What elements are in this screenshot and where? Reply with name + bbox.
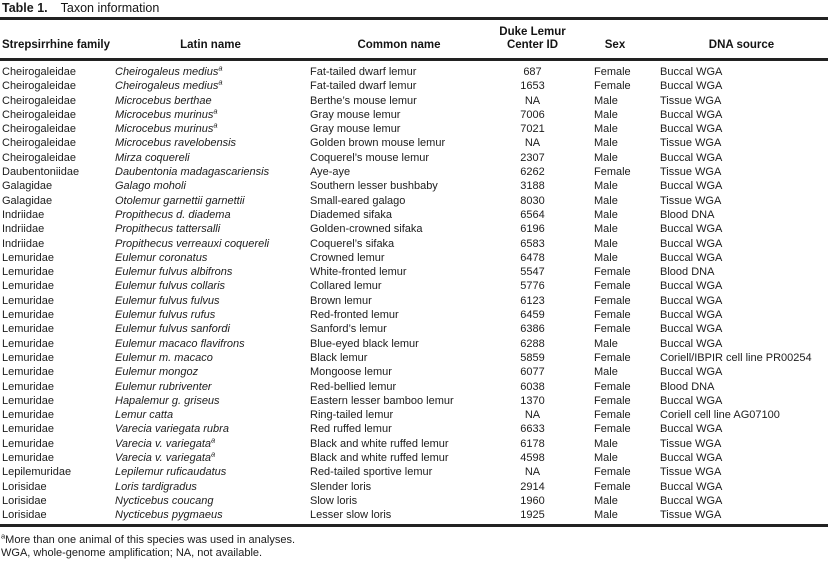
cell-dna-source: Buccal WGA	[660, 452, 723, 465]
cell-sex: Female	[594, 309, 631, 322]
cell-sex: Female	[594, 480, 631, 493]
cell-family: Lemuridae	[2, 266, 54, 279]
cell-duke-lemur-center-id: NA	[524, 409, 541, 422]
cell-sex: Female	[594, 466, 631, 479]
species-footnote-marker: a	[218, 79, 223, 87]
cell-latin-name: Eulemur rubriventer	[115, 380, 212, 393]
cell-sex: Male	[594, 437, 618, 450]
cell-duke-lemur-center-id: 6583	[520, 237, 545, 250]
cell-dna-source: Tissue WGA	[660, 94, 722, 107]
cell-dna-source: Coriell/IBPIR cell line PR00254	[660, 351, 812, 364]
cell-sex: Male	[594, 366, 618, 379]
cell-common-name: Coquerel’s sifaka	[310, 237, 395, 250]
cell-family: Galagidae	[2, 194, 53, 207]
cell-duke-lemur-center-id: 687	[523, 66, 542, 78]
cell-family: Lemuridae	[2, 323, 54, 336]
cell-latin-name: Microcebus ravelobensis	[115, 137, 237, 150]
table-row	[0, 308, 828, 322]
cell-sex: Male	[594, 108, 618, 121]
cell-family: Lemuridae	[2, 309, 54, 322]
cell-latin-name: Varecia v. variegata$^a$	[115, 451, 216, 465]
cell-sex: Male	[594, 494, 618, 507]
cell-latin-name: Mirza coquereli	[115, 151, 190, 164]
species-footnote-marker: a	[218, 63, 223, 73]
cell-duke-lemur-center-id: 6564	[520, 208, 545, 221]
cell-duke-lemur-center-id: 6077	[520, 366, 545, 379]
cell-sex: Female	[594, 294, 631, 307]
table-row	[0, 165, 828, 179]
footnote-species	[1, 530, 828, 548]
cell-duke-lemur-center-id: 1960	[520, 494, 545, 507]
cell-dna-source: Buccal WGA	[660, 237, 723, 250]
cell-common-name: Collared lemur	[310, 280, 382, 293]
cell-family: Cheirogaleidae	[2, 66, 76, 78]
col-header-sex: Sex	[575, 20, 655, 60]
cell-latin-name: Microcebus murinus$^a$	[115, 107, 218, 121]
cell-latin-name: Microcebus berthae	[115, 94, 212, 107]
col-header-latin-name: Latin name	[113, 20, 308, 60]
table-row	[0, 422, 828, 436]
table-row	[0, 79, 828, 93]
cell-dna-source: Coriell cell line AG07100	[660, 409, 780, 422]
table-row	[0, 351, 828, 365]
cell-family: Lemuridae	[2, 251, 54, 264]
cell-sex: Male	[594, 509, 618, 522]
table-row	[0, 194, 828, 208]
cell-common-name: Crowned lemur	[310, 251, 385, 264]
table-row	[0, 365, 828, 379]
table-header	[0, 20, 828, 60]
cell-duke-lemur-center-id: 6262	[520, 166, 545, 179]
cell-dna-source: Buccal WGA	[660, 123, 723, 136]
cell-sex: Female	[594, 409, 631, 422]
cell-duke-lemur-center-id: 7006	[520, 108, 545, 121]
cell-common-name: Lesser slow loris	[310, 509, 392, 522]
table-row	[0, 151, 828, 165]
bottom-rule	[0, 524, 828, 527]
cell-latin-name: Eulemur macaco flavifrons	[115, 337, 245, 350]
species-footnote-marker: a	[213, 107, 218, 116]
cell-sex: Male	[594, 337, 618, 350]
cell-duke-lemur-center-id: 1925	[520, 509, 545, 522]
cell-dna-source: Tissue WGA	[660, 466, 722, 479]
cell-common-name: Golden brown mouse lemur	[310, 137, 446, 150]
table-row	[0, 322, 828, 336]
cell-duke-lemur-center-id: 8030	[520, 194, 545, 207]
cell-latin-name: Cheirogaleus medius$^a$	[115, 79, 223, 93]
col-header-duke-lemur-center-id: Duke Lemur Center ID	[490, 20, 575, 60]
cell-duke-lemur-center-id: 6288	[520, 337, 545, 350]
col-header-common-name: Common name	[308, 20, 490, 60]
footnote-species-marker: a	[1, 530, 6, 540]
cell-family: Lorisidae	[2, 509, 47, 522]
cell-dna-source: Buccal WGA	[660, 223, 723, 236]
cell-common-name: Gray mouse lemur	[310, 108, 401, 121]
cell-family: Lemuridae	[2, 394, 54, 407]
cell-family: Lemuridae	[2, 351, 54, 364]
cell-common-name: Red-fronted lemur	[310, 309, 399, 322]
cell-family: Cheirogaleidae	[2, 94, 76, 107]
cell-latin-name: Nycticebus coucang	[115, 494, 214, 507]
table-row	[0, 179, 828, 193]
table-row	[0, 251, 828, 265]
cell-sex: Male	[594, 123, 618, 136]
cell-common-name: Blue-eyed black lemur	[310, 337, 419, 350]
table-row	[0, 265, 828, 279]
cell-family: Indriidae	[2, 208, 45, 221]
cell-dna-source: Tissue WGA	[660, 509, 722, 522]
cell-common-name: Brown lemur	[310, 294, 372, 307]
cell-sex: Female	[594, 351, 631, 364]
cell-latin-name: Lepilemur ruficaudatus	[115, 466, 227, 479]
cell-sex: Female	[594, 323, 631, 336]
cell-duke-lemur-center-id: 5776	[520, 280, 545, 293]
cell-duke-lemur-center-id: NA	[524, 137, 541, 150]
cell-latin-name: Eulemur fulvus albifrons	[115, 266, 233, 279]
cell-common-name: Diademed sifaka	[310, 208, 392, 221]
cell-dna-source: Buccal WGA	[660, 80, 723, 93]
table-row	[0, 294, 828, 308]
table-row	[0, 380, 828, 394]
cell-sex: Female	[594, 380, 631, 393]
cell-common-name: Slender loris	[310, 480, 372, 493]
cell-duke-lemur-center-id: 6038	[520, 380, 545, 393]
footnotes	[0, 530, 828, 562]
cell-duke-lemur-center-id: 2914	[520, 480, 545, 493]
cell-latin-name: Nycticebus pygmaeus	[115, 509, 223, 522]
cell-duke-lemur-center-id: 6178	[520, 437, 545, 450]
cell-common-name: Black and white ruffed lemur	[310, 452, 449, 465]
table-row	[0, 451, 828, 465]
cell-family: Galagidae	[2, 180, 53, 193]
cell-latin-name: Propithecus verreauxi coquereli	[115, 237, 270, 250]
cell-dna-source: Buccal WGA	[660, 251, 723, 264]
cell-dna-source: Buccal WGA	[660, 494, 723, 507]
cell-sex: Male	[594, 223, 618, 236]
cell-latin-name: Microcebus murinus$^a$	[115, 122, 218, 136]
table-row	[0, 465, 828, 479]
cell-dna-source: Tissue WGA	[660, 437, 722, 450]
cell-dna-source: Buccal WGA	[660, 294, 723, 307]
cell-latin-name: Varecia v. variegata$^a$	[115, 436, 216, 450]
cell-duke-lemur-center-id: 3188	[520, 180, 545, 193]
footnote-abbreviations-text: WGA, whole-genome amplification; NA, not available.	[1, 547, 263, 560]
cell-duke-lemur-center-id: 2307	[520, 151, 545, 164]
cell-family: Lemuridae	[2, 380, 54, 393]
cell-common-name: Black and white ruffed lemur	[310, 437, 449, 450]
cell-dna-source: Blood DNA	[660, 380, 715, 393]
cell-latin-name: Galago moholi	[115, 180, 186, 193]
cell-dna-source: Blood DNA	[660, 208, 715, 221]
table-row	[0, 337, 828, 351]
table-title-label: Table 1.	[2, 1, 48, 15]
cell-sex: Male	[594, 251, 618, 264]
table-body	[0, 60, 828, 523]
cell-family: Lemuridae	[2, 337, 54, 350]
table-row	[0, 408, 828, 422]
cell-common-name: Ring-tailed lemur	[310, 409, 394, 422]
table-row	[0, 108, 828, 122]
cell-common-name: Red-tailed sportive lemur	[310, 466, 433, 479]
cell-latin-name: Eulemur m. macaco	[115, 351, 213, 364]
cell-latin-name: Cheirogaleus medius$^a$	[115, 63, 223, 78]
cell-sex: Male	[594, 180, 618, 193]
cell-dna-source: Buccal WGA	[660, 366, 723, 379]
cell-family: Lorisidae	[2, 480, 47, 493]
cell-dna-source: Buccal WGA	[660, 151, 723, 164]
col-header-family: Strepsirrhine family	[0, 20, 113, 60]
cell-latin-name: Varecia variegata rubra	[115, 423, 229, 436]
cell-duke-lemur-center-id: 6478	[520, 251, 545, 264]
header-row	[0, 20, 828, 60]
cell-dna-source: Blood DNA	[660, 266, 715, 279]
cell-latin-name: Lemur catta	[115, 409, 174, 422]
cell-family: Cheirogaleidae	[2, 108, 76, 121]
cell-latin-name: Otolemur garnettii garnettii	[115, 194, 245, 207]
cell-duke-lemur-center-id: 6123	[520, 294, 545, 307]
cell-family: Lemuridae	[2, 280, 54, 293]
cell-sex: Male	[594, 237, 618, 250]
cell-duke-lemur-center-id: 6386	[520, 323, 545, 336]
species-footnote-marker: a	[211, 436, 216, 445]
cell-dna-source: Buccal WGA	[660, 394, 723, 407]
cell-common-name: Sanford’s lemur	[310, 323, 387, 336]
footnote-abbreviations	[1, 547, 828, 561]
cell-common-name: Fat-tailed dwarf lemur	[310, 80, 417, 93]
table-title	[0, 0, 828, 17]
cell-common-name: Fat-tailed dwarf lemur	[310, 66, 417, 78]
cell-common-name: Aye-aye	[310, 166, 351, 179]
cell-dna-source: Buccal WGA	[660, 180, 723, 193]
cell-duke-lemur-center-id: 6196	[520, 223, 545, 236]
cell-family: Cheirogaleidae	[2, 137, 76, 150]
cell-latin-name: Loris tardigradus	[115, 480, 197, 493]
cell-common-name: Red ruffed lemur	[310, 423, 392, 436]
cell-sex: Male	[594, 208, 618, 221]
cell-family: Cheirogaleidae	[2, 80, 76, 93]
cell-dna-source: Tissue WGA	[660, 166, 722, 179]
cell-common-name: Eastern lesser bamboo lemur	[310, 394, 454, 407]
cell-latin-name: Propithecus tattersalli	[115, 223, 221, 236]
cell-dna-source: Tissue WGA	[660, 137, 722, 150]
cell-common-name: Berthe’s mouse lemur	[310, 94, 417, 107]
cell-latin-name: Eulemur fulvus sanfordi	[115, 323, 230, 336]
cell-sex: Female	[594, 80, 631, 93]
cell-common-name: Coquerel’s mouse lemur	[310, 151, 430, 164]
cell-dna-source: Buccal WGA	[660, 309, 723, 322]
cell-duke-lemur-center-id: 4598	[520, 452, 545, 465]
cell-family: Daubentoniidae	[2, 166, 80, 179]
cell-family: Cheirogaleidae	[2, 123, 76, 136]
cell-common-name: Small-eared galago	[310, 194, 406, 207]
cell-sex: Female	[594, 66, 631, 78]
cell-family: Lorisidae	[2, 494, 47, 507]
cell-latin-name: Eulemur mongoz	[115, 366, 199, 379]
table-row	[0, 237, 828, 251]
cell-common-name: Gray mouse lemur	[310, 123, 401, 136]
cell-sex: Male	[594, 452, 618, 465]
cell-latin-name: Eulemur coronatus	[115, 251, 208, 264]
cell-family: Lemuridae	[2, 452, 54, 465]
cell-common-name: Golden-crowned sifaka	[310, 223, 423, 236]
table-row	[0, 394, 828, 408]
table-row	[0, 136, 828, 150]
table-row	[0, 208, 828, 222]
cell-duke-lemur-center-id: NA	[524, 466, 541, 479]
cell-family: Lemuridae	[2, 409, 54, 422]
cell-sex: Female	[594, 266, 631, 279]
cell-duke-lemur-center-id: 1653	[520, 80, 545, 93]
cell-dna-source: Buccal WGA	[660, 337, 723, 350]
cell-sex: Male	[594, 194, 618, 207]
species-footnote-marker: a	[211, 451, 216, 459]
cell-family: Lemuridae	[2, 366, 54, 379]
cell-family: Cheirogaleidae	[2, 151, 76, 164]
cell-duke-lemur-center-id: 7021	[520, 123, 545, 136]
cell-duke-lemur-center-id: 1370	[520, 394, 545, 407]
table-title-caption: Taxon information	[60, 1, 160, 15]
cell-sex: Female	[594, 166, 631, 179]
cell-family: Lemuridae	[2, 423, 54, 436]
cell-family: Lemuridae	[2, 294, 54, 307]
table-row	[0, 122, 828, 136]
cell-dna-source: Buccal WGA	[660, 108, 723, 121]
cell-dna-source: Buccal WGA	[660, 423, 723, 436]
cell-common-name: Southern lesser bushbaby	[310, 180, 438, 193]
cell-dna-source: Buccal WGA	[660, 66, 723, 78]
cell-latin-name: Hapalemur g. griseus	[115, 394, 220, 407]
table-row	[0, 437, 828, 451]
cell-duke-lemur-center-id: 6633	[520, 423, 545, 436]
cell-latin-name: Eulemur fulvus fulvus	[115, 294, 220, 307]
col-header-dna-source: DNA source	[655, 20, 828, 60]
cell-sex: Female	[594, 394, 631, 407]
cell-duke-lemur-center-id: 5547	[520, 266, 545, 279]
cell-duke-lemur-center-id: NA	[524, 94, 541, 107]
cell-latin-name: Propithecus d. diadema	[115, 208, 231, 221]
cell-latin-name: Eulemur fulvus collaris	[115, 280, 226, 293]
table-row	[0, 279, 828, 293]
table-row	[0, 508, 828, 522]
cell-sex: Male	[594, 137, 618, 150]
taxon-table	[0, 20, 828, 523]
cell-sex: Female	[594, 423, 631, 436]
cell-dna-source: Tissue WGA	[660, 194, 722, 207]
cell-latin-name: Eulemur fulvus rufus	[115, 309, 216, 322]
cell-common-name: Red-bellied lemur	[310, 380, 397, 393]
cell-duke-lemur-center-id: 5859	[520, 351, 545, 364]
cell-dna-source: Buccal WGA	[660, 480, 723, 493]
cell-sex: Male	[594, 151, 618, 164]
cell-common-name: Black lemur	[310, 351, 368, 364]
table-row	[0, 222, 828, 236]
cell-common-name: Slow loris	[310, 494, 358, 507]
cell-common-name: Mongoose lemur	[310, 366, 392, 379]
species-footnote-marker: a	[213, 122, 218, 130]
table-row	[0, 60, 828, 80]
cell-sex: Female	[594, 280, 631, 293]
cell-family: Indriidae	[2, 223, 45, 236]
footnote-species-text: More than one animal of this species was used in analyses.	[5, 533, 295, 546]
cell-dna-source: Buccal WGA	[660, 280, 723, 293]
table-row	[0, 94, 828, 108]
cell-family: Indriidae	[2, 237, 45, 250]
cell-common-name: White-fronted lemur	[310, 266, 407, 279]
cell-latin-name: Daubentonia madagascariensis	[115, 166, 270, 179]
cell-family: Lemuridae	[2, 437, 54, 450]
table-row	[0, 480, 828, 494]
cell-sex: Male	[594, 94, 618, 107]
cell-family: Lepilemuridae	[2, 466, 72, 479]
cell-duke-lemur-center-id: 6459	[520, 309, 545, 322]
table-row	[0, 494, 828, 508]
cell-dna-source: Buccal WGA	[660, 323, 723, 336]
